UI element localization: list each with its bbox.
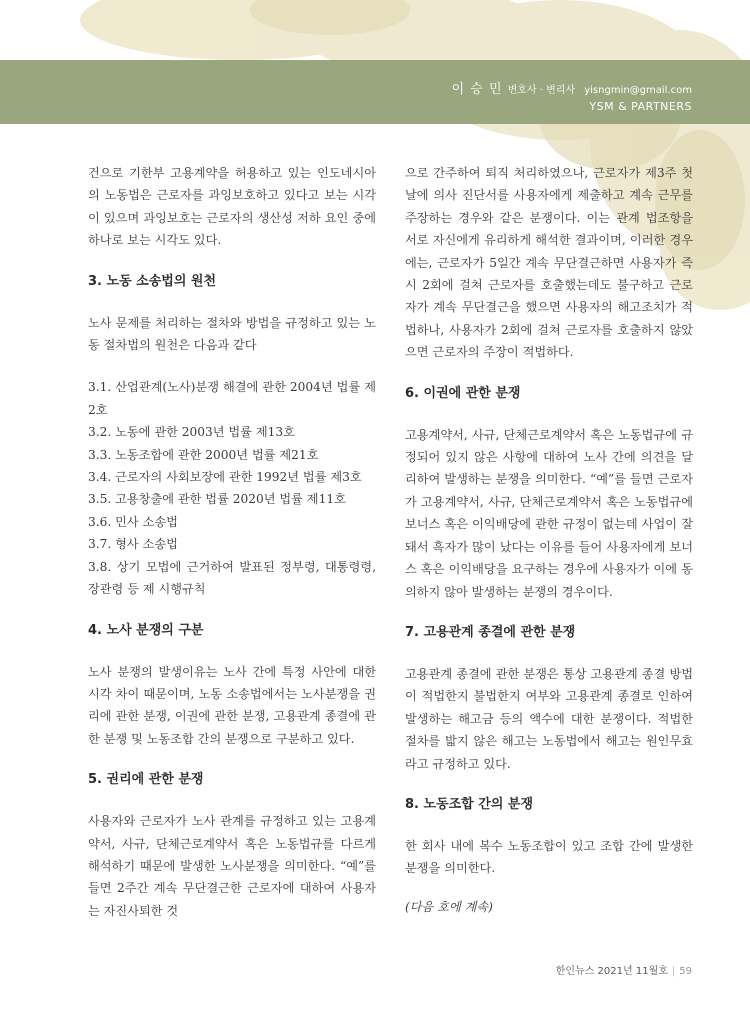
section-4-body: 노사 분쟁의 발생이유는 노사 간에 특정 사안에 대한 시각 차이 때문이며, 노동 소송법에서는 노사분쟁을 권리에 관한 분쟁, 이권에 관한 분쟁, 고용관계 종결에 관한 분쟁 및 노동조합 간의 분쟁으로 구분하고 있다. bbox=[88, 664, 376, 746]
list-item: 3.1. 산업관계(노사)분쟁 해결에 관한 2004년 법률 제2호 bbox=[88, 380, 376, 417]
section-4-heading: 4. 노사 분쟁의 구분 bbox=[88, 622, 204, 638]
author-role: 변호사 · 변리사 bbox=[507, 85, 576, 96]
section-8-heading: 8. 노동조합 간의 분쟁 bbox=[405, 796, 534, 812]
right-column bbox=[405, 162, 693, 918]
section-7-heading: 7. 고용관계 종결에 관한 분쟁 bbox=[405, 624, 576, 640]
section-6-body: 고용계약서, 사규, 단체근로계약서 혹은 노동법규에 규정되어 있지 않은 사항에 대하여 노사 간에 의견을 달리하여 발생하는 분쟁을 의미한다. “예”를 들면 근로자가 고용계약서, 사규, 단체근로계약서 혹은 노동법규에 보너스 혹은 이익배당에 관한 규정이 없는데 사업이 잘 돼서 흑자가 많이 났다는 이유를 들어 사용자에게 보너스 혹은 이익배당을 요구하는 경우에 사용자가 이에 동의하지 않아 발생하는 분쟁의 경우이다. bbox=[405, 427, 693, 599]
list-item: 3.2. 노동에 관한 2003년 법률 제13호 bbox=[88, 425, 295, 440]
section-3-heading: 3. 노동 소송법의 원천 bbox=[88, 273, 217, 289]
author-box bbox=[452, 80, 692, 115]
section-7-body: 고용관계 종결에 관한 분쟁은 통상 고용관계 종결 방법이 적법한지 불법한지 여부와 고용관계 종결로 인하여 발생하는 해고금 등의 액수에 대한 분쟁이다. 적법한 절차를 밟지 않은 해고는 노동법에서 해고는 원인무효라고 규정하고 있다. bbox=[405, 666, 693, 771]
list-item: 3.7. 형사 소송법 bbox=[88, 537, 178, 552]
left-column bbox=[88, 162, 376, 922]
list-item: 3.5. 고용창출에 관한 법률 2020년 법률 제11호 bbox=[88, 492, 346, 507]
list-item: 3.3. 노동조합에 관한 2000년 법률 제21호 bbox=[88, 447, 319, 462]
section-3-intro: 노사 문제를 처리하는 절차와 방법을 규정하고 있는 노동 절차법의 원천은 다음과 같다 bbox=[88, 315, 376, 353]
list-item: 3.4. 근로자의 사회보장에 관한 1992년 법률 제3호 bbox=[88, 470, 362, 485]
page-number: 59 bbox=[679, 966, 692, 977]
to-be-continued-note: (다음 호에 계속) bbox=[405, 899, 493, 914]
section-5-body: 사용자와 근로자가 노사 관계를 규정하고 있는 고용계약서, 사규, 단체근로계약서 혹은 노동법규를 다르게 해석하기 때문에 발생한 노사분쟁을 의미한다. “예”를 들면 2주간 계속 무단결근한 근로자에 대하여 사용자는 자진사퇴한 것 bbox=[88, 814, 376, 918]
page-footer bbox=[556, 962, 692, 977]
author-email: yisngmin@gmail.com bbox=[584, 85, 692, 96]
continued-paragraph: 으로 간주하여 퇴직 처리하였으나, 근로자가 제3주 첫날에 의사 진단서를 사용자에게 제출하고 계속 근무를 주장하는 경우와 같은 분쟁이다. 이는 관계 법조항을 서로 자신에게 유리하게 해석한 결과이며, 이러한 경우에는, 근로자가 5일간 계속 무단결근하면 사용자가 즉시 2회에 걸쳐 근로자를 호출했는데도 불구하고 근로자가 계속 무단결근을 했으면 사용자의 해고조치가 적법하나, 사용자가 2회에 걸쳐 근로자를 호출하지 않았으면 근로자의 주장이 적법하다. bbox=[405, 166, 693, 360]
footer-separator: | bbox=[671, 966, 676, 977]
section-3-list bbox=[88, 376, 376, 600]
list-item: 3.8. 상기 모법에 근거하여 발표된 정부령, 대통령령, 장관령 등 제 시행규칙 bbox=[88, 559, 376, 597]
publication-name: 한인뉴스 2021년 11월호 bbox=[555, 966, 668, 977]
firm-name: YSM & PARTNERS bbox=[589, 100, 692, 113]
section-8-body: 한 회사 내에 복수 노동조합이 있고 조합 간에 발생한 분쟁을 의미한다. bbox=[405, 838, 693, 876]
intro-paragraph: 건으로 기한부 고용계약을 허용하고 있는 인도네시아의 노동법은 근로자를 과잉보호하고 있다고 보는 시각이 있으며 과잉보호는 근로자의 생산성 저하 요인 중에 하나로 보는 시각도 있다. bbox=[88, 166, 376, 248]
list-item: 3.6. 민사 소송법 bbox=[88, 514, 178, 529]
section-5-heading: 5. 권리에 관한 분쟁 bbox=[88, 772, 204, 788]
author-name: 이 승 민 bbox=[451, 82, 503, 97]
section-6-heading: 6. 이권에 관한 분쟁 bbox=[405, 385, 521, 401]
